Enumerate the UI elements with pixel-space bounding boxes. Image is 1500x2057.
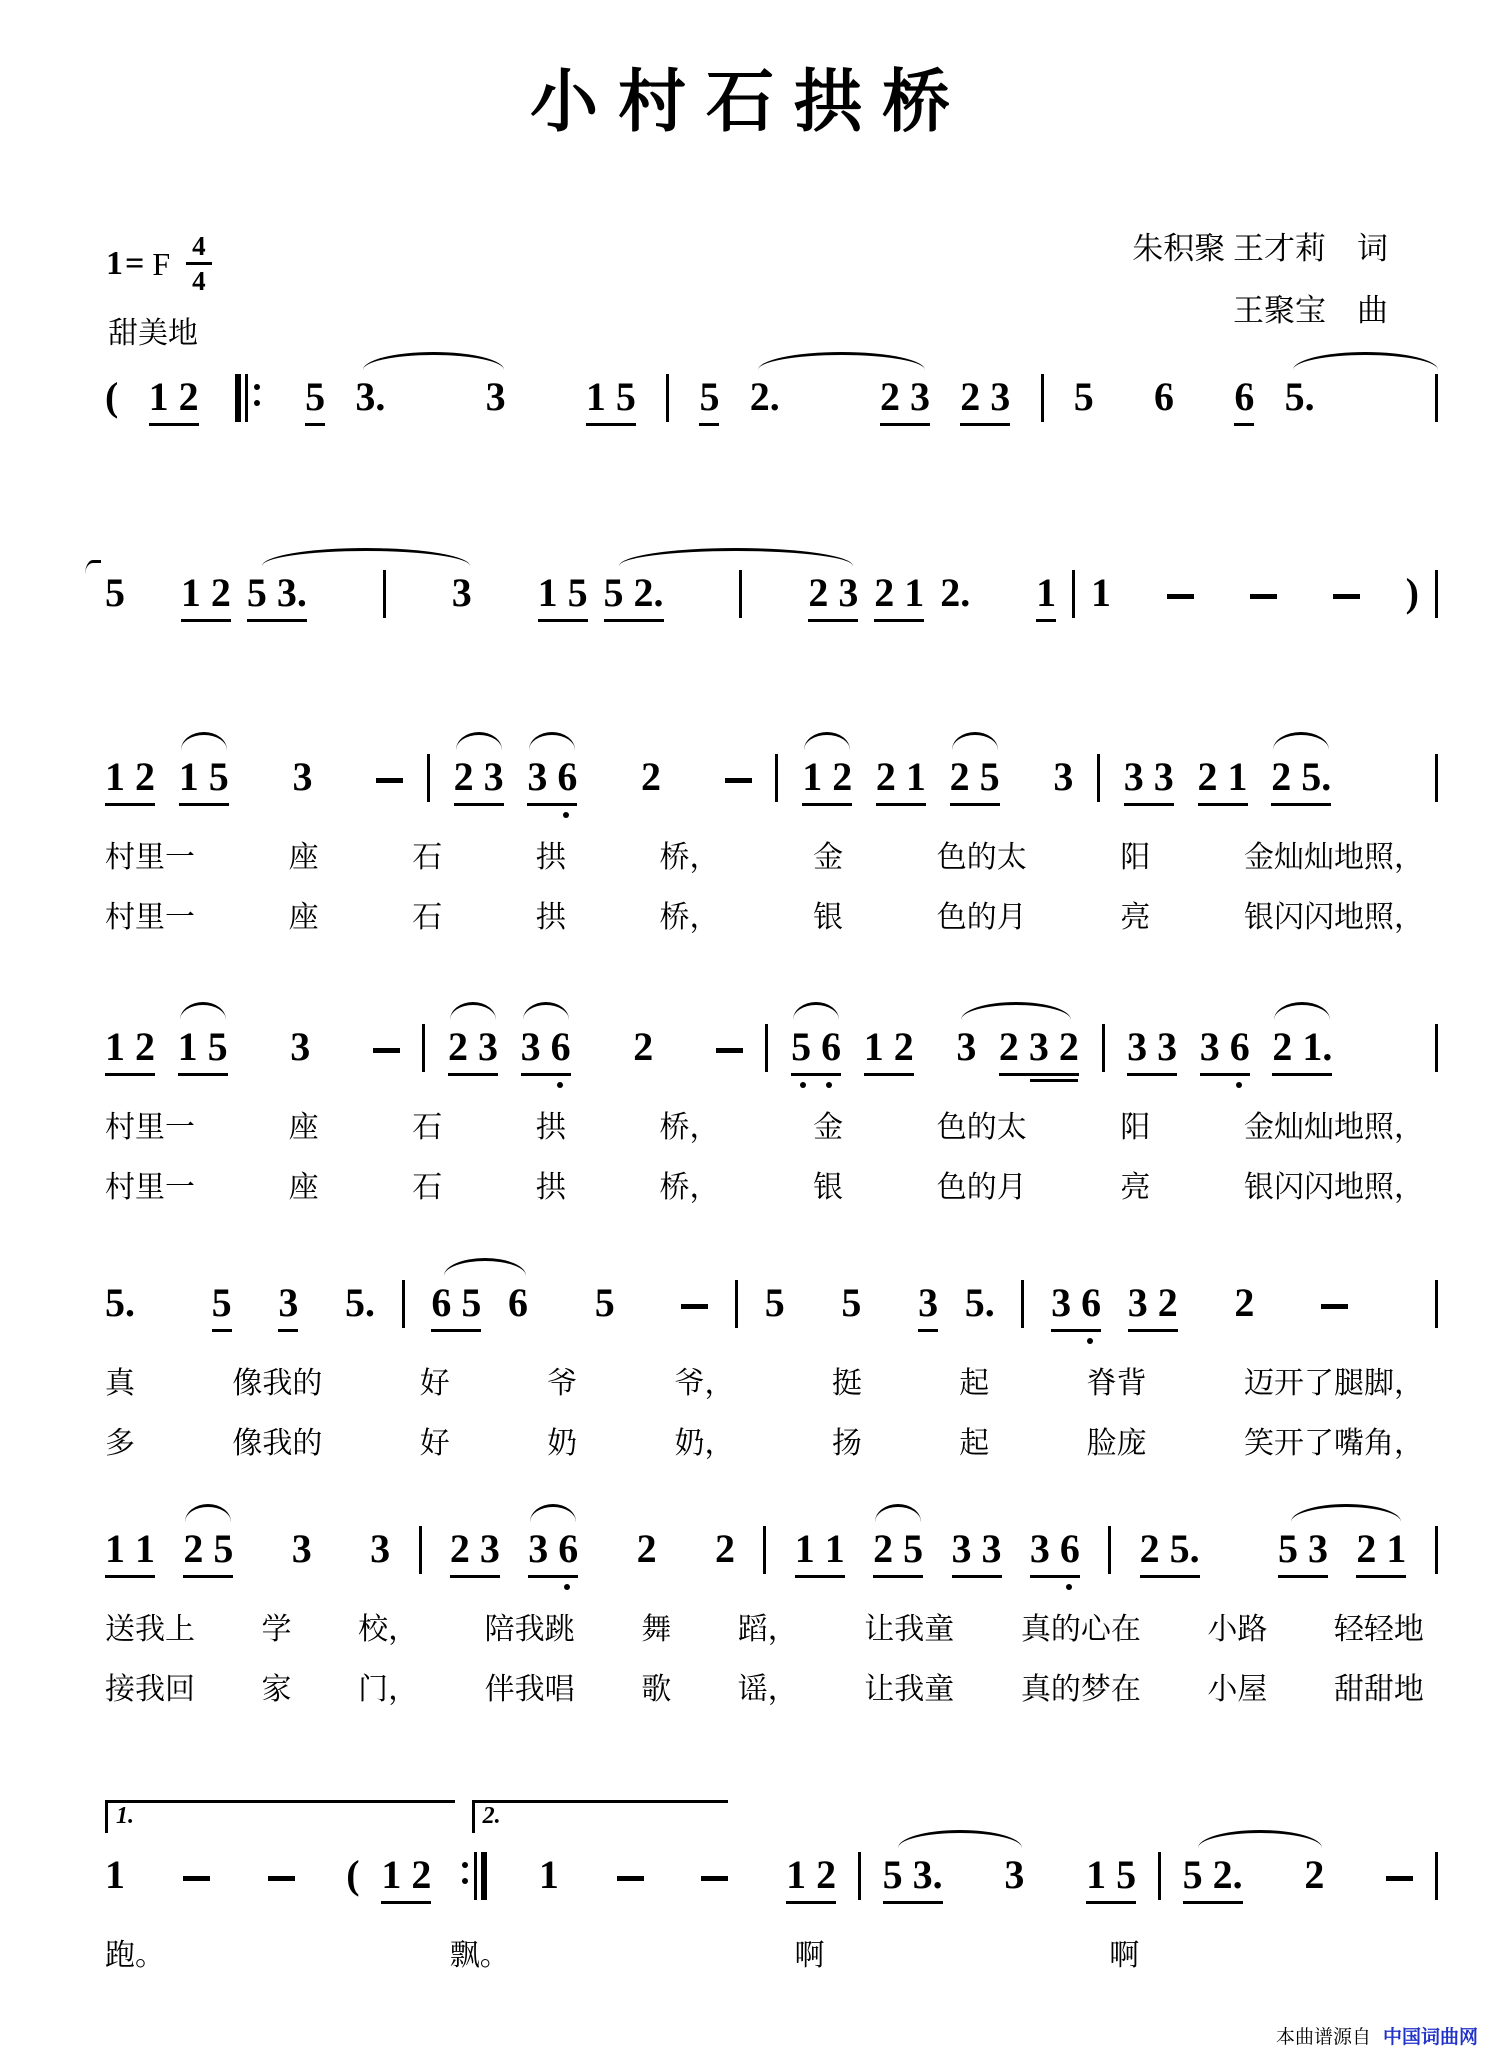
key-signature (106, 232, 212, 296)
lyric-segment: 座 (288, 841, 319, 874)
duration-dash (681, 1304, 708, 1309)
duration-dash (1321, 1304, 1348, 1309)
time-signature-numerator: 4 (186, 232, 212, 265)
lyric-segment: 起 (959, 1367, 990, 1400)
slur-arc (619, 548, 853, 566)
note: 3 6 (1200, 1022, 1250, 1072)
notation-row (105, 1278, 1438, 1328)
lyric-segment: 石 (412, 1171, 443, 1204)
lyric-segment: 拱 (535, 841, 566, 874)
note: 2 1 (1356, 1524, 1406, 1574)
lyric-segment: 村里一 (105, 841, 195, 874)
lyric-segment: 舞 (641, 1613, 672, 1646)
note: 5 3. (247, 568, 307, 618)
slur-arc (444, 1258, 527, 1276)
song-title: 小村石拱桥 (529, 64, 970, 140)
lyric-segment: 脸庞 (1086, 1427, 1147, 1460)
tempo-marking: 甜美地 (108, 317, 198, 350)
note: 1 5 (538, 568, 588, 618)
note: 2 (1234, 1280, 1255, 1325)
notation-row (105, 1850, 1438, 1900)
lyric-segment: 色的月 (936, 901, 1027, 934)
slur-arc (185, 1504, 231, 1522)
barline (1435, 754, 1438, 802)
lyric-segment: 座 (288, 1111, 319, 1144)
lyric-segment: 接我回 (105, 1673, 195, 1706)
volta-label: 1. (116, 1803, 134, 1829)
note: 3 (1004, 1852, 1025, 1897)
note: 3 6 (527, 752, 577, 802)
lyric-segment: 校， (358, 1613, 419, 1646)
lyric-segment: 真的梦在 (1020, 1673, 1141, 1706)
duration-dash (1386, 1876, 1413, 1881)
lyric-segment: 笑开了嘴角， (1244, 1427, 1424, 1460)
duration-dash (617, 1876, 644, 1881)
lyric-segment: 伴我唱 (484, 1673, 575, 1706)
low-octave-dot (563, 812, 569, 818)
slur-arc (758, 352, 926, 370)
note: 2 3 (448, 1022, 498, 1072)
barline (1435, 570, 1438, 618)
barline (1021, 1280, 1024, 1328)
slur-arc (1291, 1504, 1402, 1522)
slur-arc (875, 1504, 921, 1522)
lyric-segment: 金灿灿地照， (1244, 1111, 1424, 1144)
slur-arc (523, 1002, 569, 1020)
volta-bracket (105, 1800, 455, 1833)
lyric-segment: 真 (105, 1367, 135, 1400)
notation-row (105, 752, 1438, 802)
note: 2. (749, 374, 780, 419)
note: 5. (1284, 374, 1315, 419)
note: 2 (636, 1526, 657, 1571)
barline (1108, 1526, 1111, 1574)
lyric-segment: 色的月 (936, 1171, 1027, 1204)
lyric-segment: 小屋 (1207, 1673, 1268, 1706)
note: 2 5. (1140, 1524, 1200, 1574)
note: 2 5. (1271, 752, 1331, 802)
note: 2 1 (1198, 752, 1248, 802)
tie-continuation-mark (85, 560, 101, 575)
lyric-segment: 迈开了腿脚， (1244, 1367, 1424, 1400)
lyric-segment: 陪我跳 (484, 1613, 575, 1646)
system-1 (105, 372, 1438, 422)
lyric-segment: 村里一 (105, 901, 195, 934)
barline (1097, 754, 1100, 802)
note: 5 2. (1183, 1850, 1243, 1900)
note: 3 (291, 1526, 312, 1571)
slur-arc (1273, 732, 1329, 750)
note: 5 (212, 1278, 232, 1328)
lyrics-row (105, 1366, 1438, 1402)
lyric-segment: 亮 (1120, 1171, 1151, 1204)
lyric-segment: 桥， (659, 1111, 720, 1144)
note: ( (346, 1852, 360, 1897)
note: 3 6 (528, 1524, 578, 1574)
note: 5 (699, 372, 719, 422)
barline (427, 754, 430, 802)
note: 5 6 (791, 1022, 841, 1072)
note: 1 (1036, 568, 1056, 618)
low-octave-dot (800, 1082, 806, 1088)
note: 5. (964, 1280, 995, 1325)
note: 5 (1073, 374, 1094, 419)
barline (1102, 1024, 1105, 1072)
lyric-segment: 石 (412, 901, 443, 934)
note: 5 (841, 1280, 862, 1325)
lyrics-row (105, 1612, 1438, 1648)
lyric-segment: 多 (105, 1427, 135, 1460)
note: 1 (1090, 570, 1111, 615)
barline (735, 1280, 738, 1328)
barline (402, 1280, 405, 1328)
note: 3 (1053, 754, 1074, 799)
slur-arc (529, 732, 575, 750)
duration-dash (716, 1048, 743, 1053)
note: 1 2 (181, 568, 231, 618)
lyric-segment: 谣， (737, 1673, 798, 1706)
lyric-segment: 拱 (535, 1171, 566, 1204)
note: 5 (764, 1280, 785, 1325)
lyric-segment: 银 (813, 1171, 844, 1204)
composer-credit: 王聚宝 曲 (1233, 293, 1388, 328)
note: 1 5 (586, 372, 636, 422)
notation-row (105, 372, 1438, 422)
slur-arc (363, 352, 505, 370)
lyric-segment: 奶， (674, 1427, 735, 1460)
lyric-segment: 桥， (659, 901, 720, 934)
system-2 (105, 568, 1438, 618)
lyric-segment: 金灿灿地照， (1244, 841, 1424, 874)
slur-arc (898, 1830, 1022, 1848)
note: 1 2 (786, 1850, 836, 1900)
lyric-segment: 轻轻地 (1333, 1613, 1424, 1646)
duration-dash (376, 778, 403, 783)
notation-row (105, 568, 1438, 618)
barline (1435, 1280, 1438, 1328)
barline (1041, 374, 1044, 422)
lyric-segment: 飘。 (449, 1939, 510, 1972)
barline (1435, 1024, 1438, 1072)
duration-dash (268, 1876, 295, 1881)
lyric-segment: 金 (813, 841, 844, 874)
note: 2 1 (876, 752, 926, 802)
barline (858, 1852, 861, 1900)
note: 1 (538, 1852, 559, 1897)
note: 1 1 (795, 1524, 845, 1574)
slur-arc (530, 1504, 576, 1522)
note: 5 (105, 568, 125, 618)
lyrics-row (105, 1672, 1438, 1708)
key-prefix: 1= (106, 245, 147, 282)
lyric-segment: 蹈， (737, 1613, 798, 1646)
duration-dash (725, 778, 752, 783)
note: 2 1. (1272, 1022, 1332, 1072)
system-5 (105, 1278, 1438, 1462)
lyric-segment: 亮 (1120, 901, 1151, 934)
lyric-segment: 让我童 (864, 1613, 955, 1646)
lyric-segment: 奶 (547, 1427, 578, 1460)
source-link[interactable]: 中国词曲网 (1382, 2027, 1478, 2048)
note: 6 (1234, 372, 1254, 422)
note: 5 (305, 372, 325, 422)
low-octave-dot (1066, 1584, 1072, 1590)
system-3 (105, 752, 1438, 936)
low-octave-dot (564, 1584, 570, 1590)
slur-arc (804, 732, 850, 750)
slur-arc (180, 1002, 226, 1020)
lyric-segment: 扬 (831, 1427, 862, 1460)
lyrics-row (105, 1426, 1438, 1462)
note: 3 (370, 1526, 391, 1571)
note: 6 5 (431, 1278, 481, 1328)
note: 2 (633, 1024, 654, 1069)
repeat-start-sign (235, 374, 265, 422)
lyric-segment: 座 (288, 901, 319, 934)
note: 2 3 (450, 1524, 500, 1574)
lyric-segment: 爷 (547, 1367, 578, 1400)
note: 1 (105, 1852, 125, 1897)
note: 3. (355, 374, 386, 419)
note: ( (105, 374, 119, 419)
lyric-segment: 阳 (1120, 1111, 1151, 1144)
note: 6 (1154, 374, 1175, 419)
duration-dash (1167, 594, 1194, 599)
lyric-segment: 桥， (659, 841, 720, 874)
duration-dash (701, 1876, 728, 1881)
duration-dash (183, 1876, 210, 1881)
sixteenth-underline (1030, 1079, 1078, 1082)
note: 2 3 (880, 372, 930, 422)
lyrics-row (105, 840, 1438, 876)
note: 3 3 (1127, 1022, 1177, 1072)
lyric-segment: 金 (813, 1111, 844, 1144)
lyric-segment: 银 (813, 901, 844, 934)
note: 2 5 (183, 1524, 233, 1574)
note: 2 5 (950, 752, 1000, 802)
duration-dash (373, 1048, 400, 1053)
note: 2 (1304, 1852, 1325, 1897)
note: 2 3 (808, 568, 858, 618)
notation-row (105, 1022, 1438, 1072)
note: 3 (918, 1278, 938, 1328)
lyric-segment: 挺 (831, 1367, 862, 1400)
note: 3 2 (1128, 1278, 1178, 1328)
note: 2 3 (454, 752, 504, 802)
lyric-segment: 脊背 (1086, 1367, 1147, 1400)
note: 1 2 (802, 752, 852, 802)
lyric-segment: 好 (419, 1427, 450, 1460)
lyric-segment: 家 (261, 1673, 292, 1706)
barline (1158, 1852, 1161, 1900)
duration-dash (1333, 594, 1360, 599)
note: 2 (641, 754, 662, 799)
note: 6 (508, 1280, 529, 1325)
lyric-segment: 色的太 (936, 1111, 1027, 1144)
barline (1435, 1526, 1438, 1574)
lyrics-row (105, 1170, 1438, 1206)
system-4 (105, 1022, 1438, 1206)
note: 3 3 (952, 1524, 1002, 1574)
note: 1 1 (105, 1524, 155, 1574)
barline (419, 1526, 422, 1574)
footer-prefix: 本曲谱源自 (1275, 2027, 1371, 2048)
time-signature-denominator: 4 (192, 266, 206, 296)
lyric-segment: 像我的 (232, 1367, 323, 1400)
note: ) (1405, 570, 1419, 615)
lyrics-row (105, 900, 1438, 936)
slur-arc (1293, 352, 1438, 370)
note: 3 6 (1030, 1524, 1080, 1574)
note: 3 6 (521, 1022, 571, 1072)
lyric-segment: 送我上 (105, 1613, 195, 1646)
lyric-segment: 石 (412, 1111, 443, 1144)
note: 5. (105, 1280, 135, 1325)
slur-arc (793, 1002, 839, 1020)
lyric-segment: 甜甜地 (1333, 1673, 1424, 1706)
note: 1 2 (149, 372, 199, 422)
note: 5 (594, 1280, 615, 1325)
barline (1435, 1852, 1438, 1900)
lyric-segment: 拱 (535, 901, 566, 934)
barline (1435, 374, 1438, 422)
volta-bracket (472, 1800, 728, 1833)
duration-dash (1250, 594, 1277, 599)
lyric-segment: 让我童 (864, 1673, 955, 1706)
lyric-segment: 学 (261, 1613, 292, 1646)
barline (666, 374, 669, 422)
barline (775, 754, 778, 802)
note: 3 3 (1124, 752, 1174, 802)
barline (383, 570, 386, 618)
low-octave-dot (1087, 1338, 1093, 1344)
footer (1276, 2022, 1478, 2049)
lyric-segment: 小路 (1207, 1613, 1268, 1646)
credits (1132, 218, 1388, 342)
note: 1 5 (178, 1022, 228, 1072)
note: 1 2 (105, 752, 155, 802)
key-tonic: F (152, 245, 171, 282)
slur-arc (952, 732, 998, 750)
lyric-segment: 石 (412, 841, 443, 874)
note: 2 5 (873, 1524, 923, 1574)
low-octave-dot (826, 1082, 832, 1088)
lyric-segment: 歌 (641, 1673, 672, 1706)
low-octave-dot (1236, 1082, 1242, 1088)
note: 5. (345, 1280, 376, 1325)
lyric-segment: 村里一 (105, 1111, 195, 1144)
note: 2 1 (874, 568, 924, 618)
lyric-segment: 门， (358, 1673, 419, 1706)
note: 3 (290, 1024, 311, 1069)
slur-arc (961, 1002, 1071, 1020)
note: 1 2 (105, 1022, 155, 1072)
lyricist-credit: 朱积聚 王才莉 词 (1132, 231, 1388, 266)
note: 3 (485, 374, 506, 419)
slur-arc (181, 732, 227, 750)
slur-arc (1274, 1002, 1330, 1020)
lyric-segment: 啊 (794, 1939, 825, 1972)
note: 2 3 2 (999, 1022, 1079, 1072)
note: 5 3. (883, 1850, 943, 1900)
note: 5 3 (1278, 1524, 1328, 1574)
slur-arc (1198, 1830, 1322, 1848)
system-6 (105, 1524, 1438, 1708)
note: 3 (451, 570, 472, 615)
low-octave-dot (557, 1082, 563, 1088)
note: 2. (940, 570, 971, 615)
barline (739, 570, 742, 618)
volta-label: 2. (482, 1803, 501, 1829)
lyric-segment: 村里一 (105, 1171, 195, 1204)
note: 3 (292, 754, 313, 799)
barline (422, 1024, 425, 1072)
lyric-segment: 起 (959, 1427, 990, 1460)
slur-arc (456, 732, 502, 750)
lyric-segment: 阳 (1120, 841, 1151, 874)
lyric-segment: 座 (288, 1171, 319, 1204)
note: 5 2. (604, 568, 664, 618)
system-7 (105, 1800, 1438, 1974)
barline (765, 1024, 768, 1072)
time-signature (186, 232, 212, 296)
lyric-segment: 啊 (1109, 1939, 1140, 1972)
lyric-segment: 桥， (659, 1171, 720, 1204)
barline (1072, 570, 1075, 618)
lyric-segment: 真的心在 (1020, 1613, 1141, 1646)
lyric-segment: 爷， (674, 1367, 735, 1400)
note: 2 (715, 1526, 735, 1571)
lyrics-row (105, 1938, 1438, 1974)
note: 2 3 (960, 372, 1010, 422)
note: 1 5 (1086, 1850, 1136, 1900)
barline (763, 1526, 766, 1574)
note: 3 (278, 1278, 298, 1328)
lyric-segment: 银闪闪地照， (1244, 1171, 1424, 1204)
note: 1 2 (864, 1022, 914, 1072)
lyric-segment: 拱 (535, 1111, 566, 1144)
repeat-end-sign (457, 1852, 487, 1900)
lyrics-row (105, 1110, 1438, 1146)
note: 3 6 (1051, 1278, 1101, 1328)
lyric-segment: 色的太 (936, 841, 1027, 874)
lyric-segment: 跑。 (105, 1939, 165, 1972)
slur-arc (262, 548, 470, 566)
note: 3 (956, 1024, 977, 1069)
lyric-segment: 像我的 (232, 1427, 323, 1460)
lyric-segment: 银闪闪地照， (1244, 901, 1424, 934)
note: 1 2 (381, 1850, 431, 1900)
slur-arc (450, 1002, 496, 1020)
lyric-segment: 好 (419, 1367, 450, 1400)
note: 1 5 (179, 752, 229, 802)
notation-row (105, 1524, 1438, 1574)
